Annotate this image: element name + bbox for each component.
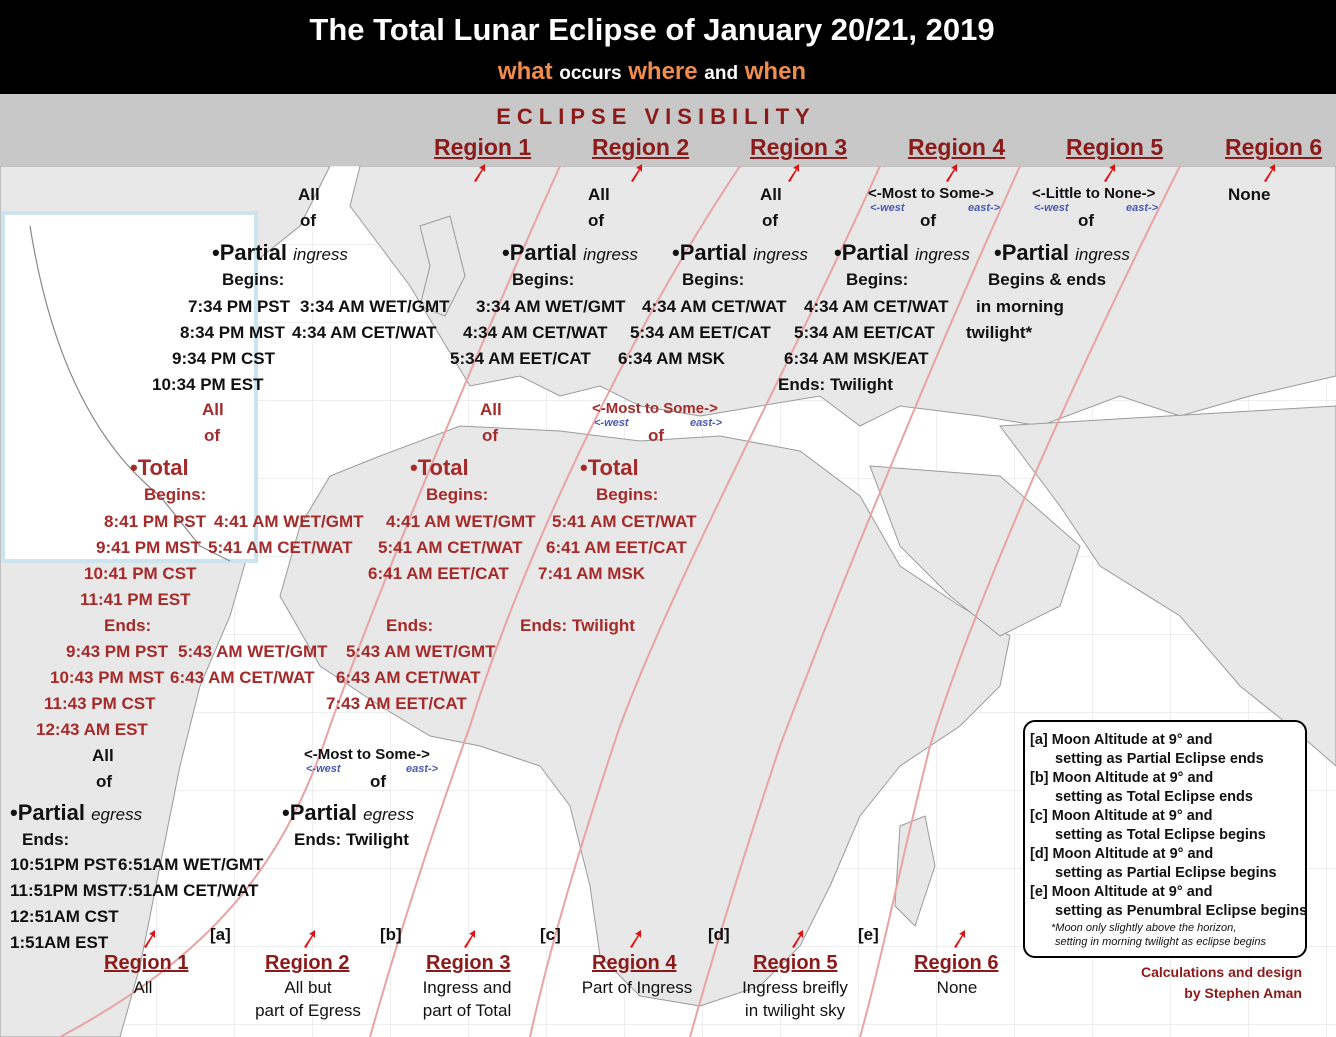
ingress-label: ingress	[753, 245, 808, 264]
r1-time: 3:34 AM WET/GMT	[300, 297, 450, 316]
partial-label: •Partial	[212, 240, 287, 265]
limit-label-e: [e]	[858, 925, 879, 944]
r1-total-end-time: 9:43 PM PST	[66, 642, 169, 661]
r1-time: 10:34 PM EST	[152, 375, 264, 394]
r3-east: east->	[690, 417, 723, 429]
r1-time: 7:34 PM PST	[188, 297, 291, 316]
r1-total-end-time: 11:43 PM CST	[44, 694, 156, 713]
r1-egress-ends: Ends:	[22, 830, 70, 849]
r3-all: All	[760, 185, 782, 204]
r2-total-of: of	[482, 426, 499, 445]
region-5-label-bottom: Region 5	[753, 952, 838, 974]
r1-time: 4:34 AM CET/WAT	[292, 323, 437, 342]
limit-label-b: [b]	[380, 925, 402, 944]
r6-none: None	[1228, 185, 1271, 204]
r2-partial-ingress	[502, 240, 638, 266]
r4-time: 6:34 AM MSK/EAT	[784, 349, 929, 368]
r3-partial-ingress	[672, 240, 808, 266]
r1-total-time: 9:41 PM MST	[96, 538, 201, 557]
r3-of: of	[762, 211, 779, 230]
subtitle-what: what	[497, 58, 553, 85]
region-1-label-top: Region 1	[434, 134, 532, 160]
r3-total-of: of	[648, 426, 665, 445]
r5-of: of	[1078, 211, 1095, 230]
r4-partial-ingress	[834, 240, 970, 266]
r1-partial-egress	[10, 800, 142, 826]
legend-e-line1: [e] Moon Altitude at 9° and	[1030, 884, 1213, 900]
r2-of: of	[588, 211, 605, 230]
legend-d-line1: [d] Moon Altitude at 9° and	[1030, 846, 1214, 862]
arrow-icon	[952, 930, 966, 948]
r3-total: •Total	[580, 455, 639, 480]
r4-begins: Begins:	[846, 270, 909, 289]
region-5-label-top: Region 5	[1066, 134, 1164, 160]
r1-egress-time: 10:51PM PST	[10, 855, 117, 874]
region-3-label-bottom: Region 3	[426, 952, 511, 974]
visibility-title: ECLIPSE VISIBILITY	[496, 104, 816, 129]
ingress-label: ingress	[1075, 245, 1130, 264]
arrow-icon	[629, 164, 643, 182]
r5-east: east->	[1126, 202, 1159, 214]
arrow-icon	[302, 930, 316, 948]
r2-all: All	[588, 185, 610, 204]
egress-label: egress	[363, 805, 415, 824]
region-6-label-top: Region 6	[1225, 134, 1323, 160]
region-2-desc: All but	[284, 978, 332, 997]
r1-total-begins: Begins:	[144, 485, 207, 504]
limit-label-d: [d]	[708, 925, 730, 944]
r4-ends-twilight: Ends: Twilight	[778, 375, 893, 394]
r2-total-all: All	[480, 400, 502, 419]
r2-total-end-time: 6:43 AM CET/WAT	[336, 668, 481, 687]
r1-total-time: 11:41 PM EST	[80, 590, 191, 609]
region-4-desc: Part of Ingress	[581, 978, 693, 997]
arrow-icon	[628, 930, 642, 948]
r1-total-all: All	[202, 400, 224, 419]
r1-total-time: 5:41 AM CET/WAT	[208, 538, 353, 557]
legend-a-line2: setting as Partial Eclipse ends	[1055, 751, 1264, 767]
credit-line1: Calculations and design	[1140, 964, 1302, 980]
r1-egress-time: 12:51AM CST	[10, 907, 119, 926]
r1-time: 9:34 PM CST	[172, 349, 275, 368]
r4-most-to-some: <-Most to Some->	[868, 185, 994, 202]
legend-c-line1: [c] Moon Altitude at 9° and	[1030, 808, 1213, 824]
partial-label: •Partial	[672, 240, 747, 265]
credit	[1141, 964, 1302, 1001]
partial-label: •Partial	[834, 240, 909, 265]
region-3-desc: part of Total	[422, 1001, 512, 1020]
region-2-label-bottom: Region 2	[265, 952, 350, 974]
r1-total-time: 10:41 PM CST	[84, 564, 197, 583]
ingress-label: ingress	[583, 245, 638, 264]
r5-in-morning: in morning	[976, 297, 1064, 316]
page-title: The Total Lunar Eclipse of January 20/21, 2019	[309, 12, 995, 47]
r3-time: 4:34 AM CET/WAT	[642, 297, 787, 316]
egress-all: All	[92, 746, 114, 765]
subtitle-occurs: occurs	[559, 63, 622, 84]
region-5-desc: Ingress breifly	[742, 978, 848, 997]
partial-label: •Partial	[10, 800, 85, 825]
r2-egress-most-to-some: <-Most to Some->	[304, 746, 430, 763]
arrow-icon	[1262, 164, 1276, 182]
arrow-icon	[790, 930, 804, 948]
region-6-desc: None	[936, 978, 978, 997]
subtitle-where: where	[628, 58, 698, 85]
r2-begins: Begins:	[512, 270, 575, 289]
legend-box	[1023, 720, 1307, 958]
ingress-label: ingress	[293, 245, 348, 264]
arrow-icon	[462, 930, 476, 948]
region-3-desc: Ingress and	[422, 978, 512, 997]
region-3-label-top: Region 3	[750, 134, 848, 160]
credit-line2: by Stephen Aman	[1184, 985, 1302, 1001]
r1-total-ends: Ends:	[104, 616, 152, 635]
region-2-label-top: Region 2	[592, 134, 690, 160]
r2-total-begins: Begins:	[426, 485, 489, 504]
r2-time: 5:34 AM EET/CAT	[450, 349, 591, 368]
r1-total-of: of	[204, 426, 221, 445]
egress-of: of	[96, 772, 113, 791]
legend-note-line1: *Moon only slightly above the horizon,	[1051, 922, 1237, 934]
r2-total-end-time: 7:43 AM EET/CAT	[326, 694, 467, 713]
page-subtitle	[0, 58, 1304, 86]
r3-time: 6:34 AM MSK	[618, 349, 726, 368]
r1-egress-time: 11:51PM MST	[10, 881, 119, 900]
r1-total-end-time: 5:43 AM WET/GMT	[178, 642, 328, 661]
r4-time: 5:34 AM EET/CAT	[794, 323, 935, 342]
r1-total-end-time: 12:43 AM EST	[36, 720, 148, 739]
arrow-icon	[944, 164, 958, 182]
egress-label: egress	[91, 805, 143, 824]
r2-total: •Total	[410, 455, 469, 480]
r2-egress-of: of	[370, 772, 387, 791]
r2-total-time: 4:41 AM WET/GMT	[386, 512, 536, 531]
arrow-icon	[142, 930, 156, 948]
r3-time: 5:34 AM EET/CAT	[630, 323, 771, 342]
r3-total-time: 5:41 AM CET/WAT	[552, 512, 697, 531]
r2-total-time: 6:41 AM EET/CAT	[368, 564, 509, 583]
region-1-label-bottom: Region 1	[104, 952, 189, 974]
r1-egress-time: 6:51AM WET/GMT	[118, 855, 264, 874]
r5-partial-ingress	[994, 240, 1130, 266]
r1-egress-time: 1:51AM EST	[10, 933, 109, 952]
legend-a-line1: [a] Moon Altitude at 9° and	[1030, 732, 1213, 748]
r5-little-to-none: <-Little to None->	[1032, 185, 1156, 202]
ingress-label: ingress	[915, 245, 970, 264]
r1-total-time: 8:41 PM PST	[104, 512, 207, 531]
limit-label-c: [c]	[540, 925, 561, 944]
r1-partial-ingress	[212, 240, 348, 266]
arrow-icon	[786, 164, 800, 182]
region-4-label-bottom: Region 4	[592, 952, 677, 974]
r2-egress-east: east->	[406, 763, 439, 775]
r1-begins: Begins:	[222, 270, 285, 289]
region-4-label-top: Region 4	[908, 134, 1006, 160]
r5-west: <-west	[1034, 202, 1069, 214]
region-1-desc: All	[133, 978, 153, 997]
legend-note-line2: setting in morning twilight as eclipse begins	[1055, 936, 1266, 948]
r1-total-end-time: 6:43 AM CET/WAT	[170, 668, 315, 687]
legend-b-line2: setting as Total Eclipse ends	[1055, 789, 1253, 805]
arrow-icon	[472, 164, 486, 182]
r1-total-end-time: 10:43 PM MST	[50, 668, 165, 687]
partial-label: •Partial	[994, 240, 1069, 265]
r1-of: of	[300, 211, 317, 230]
r2-partial-egress	[282, 800, 414, 826]
limit-label-a: [a]	[210, 925, 231, 944]
r4-east: east->	[968, 202, 1001, 214]
legend-e-line2: setting as Penumbral Eclipse begins	[1055, 903, 1308, 919]
r5-twilight: twilight*	[966, 323, 1033, 342]
r4-time: 4:34 AM CET/WAT	[804, 297, 949, 316]
r2-time: 4:34 AM CET/WAT	[463, 323, 608, 342]
r2-total-ends: Ends:	[386, 616, 434, 635]
subtitle-and: and	[704, 63, 739, 84]
r4-west: <-west	[870, 202, 905, 214]
r2-total-time: 5:41 AM CET/WAT	[378, 538, 523, 557]
partial-label: •Partial	[282, 800, 357, 825]
r2-egress-ends-twilight: Ends: Twilight	[294, 830, 409, 849]
r3-total-most-to-some: <-Most to Some->	[592, 400, 718, 417]
partial-label: •Partial	[502, 240, 577, 265]
legend-c-line2: setting as Total Eclipse begins	[1055, 827, 1266, 843]
r4-of: of	[920, 211, 937, 230]
region-5-desc: in twilight sky	[744, 1001, 846, 1020]
r2-total-end-time: 5:43 AM WET/GMT	[346, 642, 496, 661]
r3-ends-twilight: Ends: Twilight	[520, 616, 635, 635]
r3-total-begins: Begins:	[596, 485, 659, 504]
subtitle-when: when	[744, 58, 807, 85]
legend-b-line1: [b] Moon Altitude at 9° and	[1030, 770, 1214, 786]
r3-total-time: 6:41 AM EET/CAT	[546, 538, 687, 557]
r3-west: <-west	[594, 417, 629, 429]
arrow-icon	[1102, 164, 1116, 182]
r1-all: All	[298, 185, 320, 204]
r2-time: 3:34 AM WET/GMT	[476, 297, 626, 316]
r1-time: 8:34 PM MST	[180, 323, 285, 342]
region-2-desc: part of Egress	[255, 1001, 361, 1020]
r1-total: •Total	[130, 455, 189, 480]
r1-total-time: 4:41 AM WET/GMT	[214, 512, 364, 531]
r1-egress-time: 7:51AM CET/WAT	[118, 881, 259, 900]
r2-egress-west: <-west	[306, 763, 341, 775]
r3-begins: Begins:	[682, 270, 745, 289]
r3-total-time: 7:41 AM MSK	[538, 564, 646, 583]
legend-d-line2: setting as Partial Eclipse begins	[1055, 865, 1277, 881]
r5-begins-ends: Begins & ends	[988, 270, 1107, 289]
region-6-label-bottom: Region 6	[914, 952, 999, 974]
